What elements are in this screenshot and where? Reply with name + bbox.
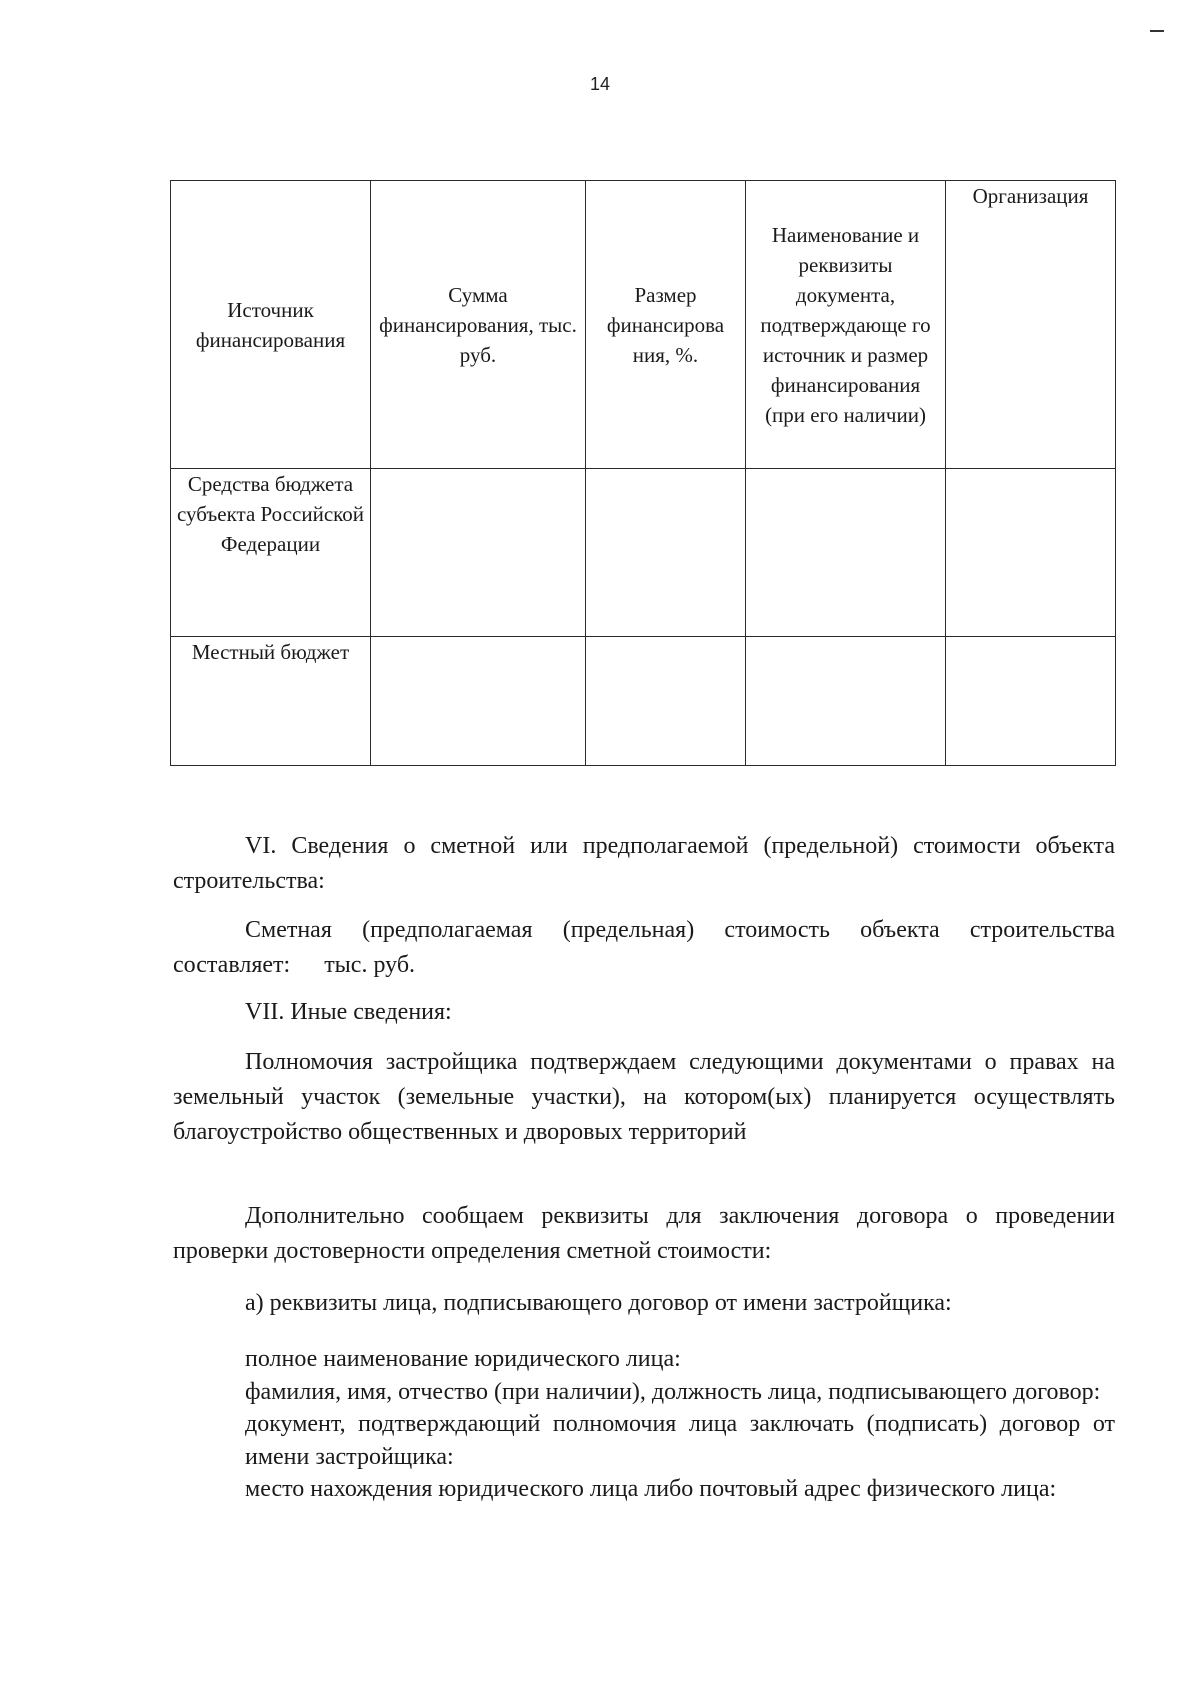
cell-source: Местный бюджет bbox=[171, 637, 371, 766]
detail-line: полное наименование юридического лица: bbox=[245, 1346, 681, 1372]
financing-table bbox=[170, 180, 1116, 766]
powers-paragraph bbox=[173, 1045, 1115, 1150]
header-amount: Сумма финансирования, тыс. руб. bbox=[371, 181, 586, 469]
cell-amount bbox=[371, 469, 586, 637]
powers-text: Полномочия застройщика подтверждаем следующими документами о правах на земельный участок (земельные участки), на котором(ых) планируется осуществлять благоустройство общественных и дворовых территорий bbox=[173, 1049, 1115, 1145]
additional-info-text: Дополнительно сообщаем реквизиты для заключения договора о проведении проверки достоверности определения сметной стоимости: bbox=[173, 1203, 1115, 1264]
additional-info-paragraph bbox=[173, 1199, 1115, 1269]
header-share: Размер финансирова ния, %. bbox=[586, 181, 746, 469]
detail-line: документ, подтверждающий полномочия лица заключать (подписать) договор от имени застройщика: bbox=[245, 1411, 1115, 1470]
cell-document bbox=[746, 637, 946, 766]
page-number: 14 bbox=[589, 74, 611, 94]
cell-source: Средства бюджета субъекта Российской Федерации bbox=[171, 469, 371, 637]
table-row bbox=[171, 469, 1116, 637]
cell-document bbox=[746, 469, 946, 637]
scan-mark bbox=[1150, 30, 1164, 32]
cell-amount bbox=[371, 637, 586, 766]
estimated-cost-line bbox=[173, 913, 1115, 983]
table-header-row bbox=[171, 181, 1116, 469]
cell-organization bbox=[946, 637, 1116, 766]
cell-share bbox=[586, 637, 746, 766]
estimated-cost-unit: тыс. руб. bbox=[324, 952, 416, 978]
detail-line: фамилия, имя, отчество (при наличии), должность лица, подписывающего договор: bbox=[245, 1378, 1101, 1405]
cell-share bbox=[586, 469, 746, 637]
section-6 bbox=[173, 829, 1115, 899]
estimated-cost-text: Сметная (предполагаемая (предельная) стоимость объекта строительства составляет: bbox=[173, 917, 1115, 978]
table-row bbox=[171, 637, 1116, 766]
section-7 bbox=[173, 995, 1115, 1030]
cell-organization bbox=[946, 469, 1116, 637]
item-a bbox=[173, 1286, 1115, 1321]
estimated-cost-paragraph bbox=[173, 913, 1115, 983]
detail-line: место нахождения юридического лица либо почтовый адрес физического лица: bbox=[245, 1476, 1057, 1502]
section-7-heading: VII. Иные сведения: bbox=[245, 999, 452, 1025]
item-a-text: а) реквизиты лица, подписывающего договор от имени застройщика: bbox=[245, 1290, 952, 1316]
header-organization: Организация bbox=[946, 181, 1116, 469]
signatory-details bbox=[173, 1343, 1115, 1506]
header-source: Источник финансирования bbox=[171, 181, 371, 469]
header-document: Наименование и реквизиты документа, подтверждающе го источник и размер финансирования (при его наличии) bbox=[746, 181, 946, 469]
section-6-heading: VI. Сведения о сметной или предполагаемой (предельной) стоимости объекта строительства: bbox=[173, 833, 1115, 894]
